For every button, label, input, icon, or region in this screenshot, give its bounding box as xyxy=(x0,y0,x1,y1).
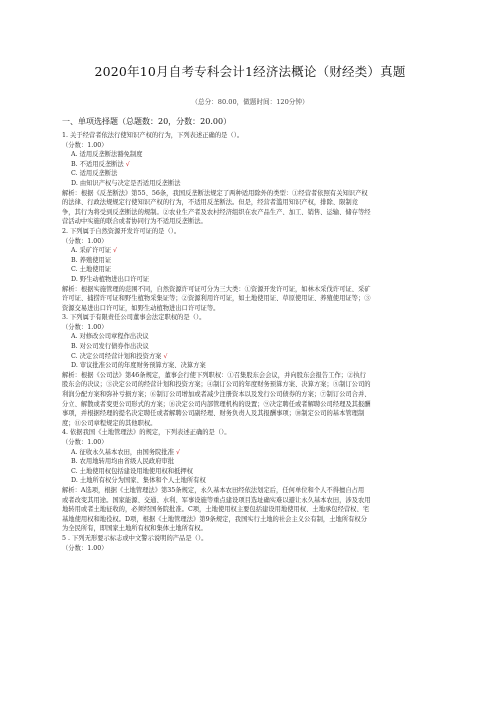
question-2-option-c: C. 土地使用证 xyxy=(71,266,112,274)
question-3-option-b: B. 对公司发行债券作出决议 xyxy=(71,343,149,351)
question-4-option-d: D. 土地所有权分为国家、集体和个人土地所有权 xyxy=(71,477,206,485)
question-4-explanation: 或者改变其用途。国家能源、交通、水利、军事设施等重点建设项目选址确实难以避让永久基本农田，涉及农用 xyxy=(62,496,371,504)
option-text: A. 征收永久基本农田，由国务院批准 xyxy=(71,448,175,456)
question-1-explanation: 争，其行为将受到反垄断法的规制。②农业生产者及农村经济组织在农产品生产、加工、销售、运输、储存等经 xyxy=(62,208,371,216)
question-1-explanation: 营活动中实施的联合或者协同行为不适用反垄断法。 xyxy=(62,218,207,226)
question-1-stem: 1. 关于经营者依法行使知识产权的行为，下列表述正确的是（）。 xyxy=(62,132,244,139)
question-3-score: （分数：1.00） xyxy=(62,323,108,331)
question-2-explanation: 解析：根据实施管理的范围不同，自然资源许可证可分为三大类：①资源开发许可证，如林木采伐许可证、采矿 xyxy=(62,285,371,293)
option-text: C. 决定公司经营计划和投资方案 xyxy=(71,352,162,360)
question-4-explanation: 地转用或者土地征收的，必须经国务院批准。C项，土地使用权主要包括建设用地使用权、土地承包经营权、宅 xyxy=(62,506,370,514)
correct-check-icon: √ xyxy=(163,352,168,360)
section-heading: 一、单项选择题（总题数：20，分数：20.00） xyxy=(62,117,232,126)
question-4-explanation: 基地使用权和地役权。D项，根据《土地管理法》第9条规定，我国实行土地的社会主义公有制，土地所有权分 xyxy=(62,515,368,523)
question-4-option-a xyxy=(62,448,454,458)
question-3-explanation: 利润分配方案和弥补亏损方案；⑥制订公司增加或者减少注册资本以及发行公司债券的方案；⑦制订公司合并、 xyxy=(62,391,371,399)
question-2-explanation: 许可证、捕捞许可证和野生植物采集证等；②资源利用许可证，如土地使用证、草原使用证、养殖使用证等；③ xyxy=(62,295,371,303)
option-text: A. 采矿许可证 xyxy=(71,247,112,255)
question-4-option-b: B. 农用地转用均由省级人民政府审批 xyxy=(71,458,175,466)
correct-check-icon: √ xyxy=(176,448,181,456)
question-3-option-d: D. 审议批准公司的年度财务预算方案、决算方案 xyxy=(71,362,206,370)
question-4-stem: 4. 依据我国《土地管理法》的规定，下列表述正确的是（）。 xyxy=(62,429,231,437)
question-3-option-a: A. 对修改公司章程作出决议 xyxy=(71,333,149,341)
question-1-option-a: A. 适用反垄断法豁免制度 xyxy=(71,151,143,159)
question-2-option-d: D. 野生动植物进出口许可证 xyxy=(71,275,150,283)
question-3-stem: 3. 下列属于有限责任公司董事会法定职权的是（）。 xyxy=(62,314,206,322)
question-1-option-c: C. 适用反垄断法 xyxy=(71,170,118,178)
question-3-explanation: 度；⑪公司章程规定的其他职权。 xyxy=(62,419,157,427)
question-4-explanation: 为全民所有，即国家土地所有权和集体土地所有权。 xyxy=(62,525,207,533)
correct-check-icon: √ xyxy=(125,160,130,168)
question-3-explanation: 解析：根据《公司法》第46条规定，董事会行使下列职权：①召集股东会会议，并向股东会报告工作；②执行 xyxy=(62,371,366,379)
question-list xyxy=(62,131,454,553)
page-title: 2020年10月自考专科会计1经济法概论（财经类）真题 xyxy=(94,64,406,79)
question-4-option-c: C. 土地使用权包括建设用地使用权和抵押权 xyxy=(71,467,193,475)
question-3-option-c xyxy=(62,352,454,362)
question-1-score: （分数：1.00） xyxy=(62,141,108,149)
exam-meta: （总分：80.00，做题时间：120分钟） xyxy=(191,98,309,106)
question-2-option-b: B. 养殖使用证 xyxy=(71,256,112,264)
question-3-explanation: 分立、解散或者变更公司形式的方案；⑧决定公司内部管理机构的设置；⑨决定聘任或者解聘公司经理及其报酬 xyxy=(62,400,371,408)
correct-check-icon: √ xyxy=(113,247,118,255)
question-1-option-d: D. 由知识产权与决定是否适用反垄断法 xyxy=(71,179,181,187)
question-4-explanation: 解析：A选项，根据《土地管理法》第35条规定，永久基本农田经依法划定后，任何单位和个人不得擅自占用 xyxy=(62,486,365,494)
question-1-explanation: 解析：根据《反垄断法》第55、56条，我国反垄断法规定了两种适用除外的类型：①经营者依照有关知识产权 xyxy=(62,189,368,197)
question-2-explanation: 资源交易进出口许可证，如野生动植物进出口许可证等。 xyxy=(62,304,220,312)
question-2-score: （分数：1.00） xyxy=(62,237,108,245)
question-2-stem: 2. 下列属于自然资源开发许可证的是（）。 xyxy=(62,227,181,235)
question-3-explanation: 股东会的决议；③决定公司的经营计划和投资方案；④制订公司的年度财务预算方案、决算方案；⑤制订公司的 xyxy=(62,381,371,389)
question-5-stem: 5 . 下列无形要示标志或中文警示说明的产品是（）。 xyxy=(62,534,208,542)
option-text: B. 不适用反垄断法 xyxy=(71,160,124,168)
question-2-option-a xyxy=(62,246,454,256)
question-3-explanation: 事项，并根据经理的提名决定聘任或者解聘公司副经理、财务负责人及其报酬事项；⑩制定公司的基本管理制 xyxy=(62,410,365,418)
question-1-option-b xyxy=(62,160,454,170)
question-4-score: （分数：1.00） xyxy=(62,439,108,446)
question-5-score: （分数：1.00） xyxy=(62,544,108,552)
question-1-explanation: 的法律、行政法规规定行使知识产权的行为，不适用反垄断法。但是，经营者滥用知识产权，排除、限制竞 xyxy=(62,199,358,207)
